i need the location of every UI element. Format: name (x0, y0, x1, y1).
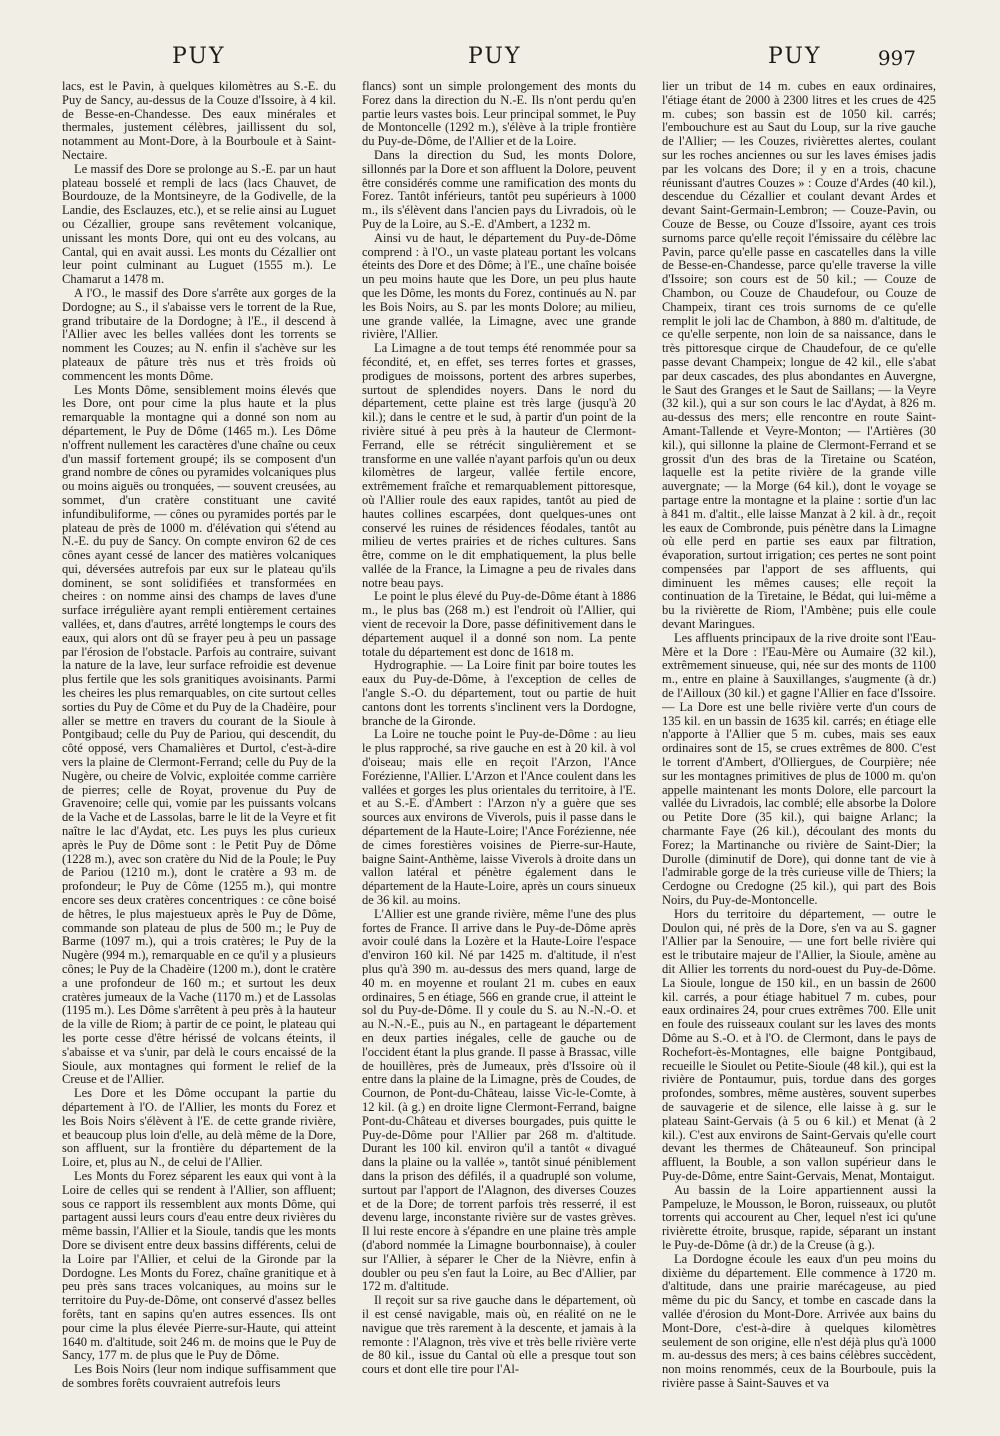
header-right-title: PUY (768, 44, 822, 69)
paragraph: Les Monts Dôme, sensiblement moins élevés que les Dore, ont pour cime la plus haute et la plus remarquable la montagne qui a donné son nom au département, le Puy de Dôme (1465 m.). Les Dôme n'offrent nullement les caractères d'une chaîne ou ceux d'un massif fortement groupé; ils se composent d'un grand nombre de cônes ou pyramides volcaniques plus ou moins aiguës ou tronquées, — souvent creusées, au sommet, d'un cratère constituant une cavité infundibuliforme, — cônes ou pyramides portés par le plateau de près de 1000 m. d'élévation qui s'étend au N.-E. du puy de Sancy. On compte environ 62 de ces cônes ayant cessé de lancer des matières volcaniques qui, déversées autrefois par eux sur le plateau qu'ils dominent, se sont solidifiées et transformées en cheires : on nomme ainsi des champs de laves d'une surface irrégulière ayant rempli entièrement certaines vallées, et, dans d'autres, arrêté longtemps le cours des eaux, qui alors ont dû se frayer peu à peu un passage par l'érosion de l'obstacle. Parfois au contraire, suivant la nature de la lave, leur surface refroidie est devenue plus fertile que les sols granitiques avoisinants. Parmi les cheires les plus remarquables, on cite surtout celles sorties du Puy de Côme et du Puy de la Chadèire, pour aller se mettre en travers du courant de la Sioule à Pontgibaud; celle du Puy de Pariou, qui descendit, du côté opposé, vers Chamalières et Durtol, c'est-à-dire vers la plaine de Clermont-Ferrand; celle du Puy de la Nugère, ou cheire de Volvic, exploitée comme carrière de pierres; celle de Royat, provenue du Puy de Gravenoire; celle qui, vomie par les puissants volcans de la Vache et de Lassolas, barre le lit de la Veyre et fit naître le lac d'Aydat, etc. Les puys les plus curieux après le Puy de Dôme sont : le Petit Puy de Dôme (1228 m.), avec son cratère du Nid de la Poule; le Puy de Pariou (1210 m.), dont le cratère a 93 m. de profondeur; le Puy de Côme (1255 m.), qui montre encore ses deux cratères concentriques : ce cône boisé de hêtres, le plus majestueux après le Puy de Dôme, commande son plateau de plus de 500 m.; le Puy de Barme (1097 m.), qui a trois cratères; le Puy de la Nugère (994 m.), remarquable en ce qu'il y a plusieurs cônes; le Puy de la Chadèire (1200 m.), dont le cratère a une profondeur de 160 m.; et surtout les deux cratères jumeaux de la Vache (1170 m.) et de Lassolas (1195 m.). Les Dôme s'arrêtent à peu près à la hauteur de la ville de Riom; à partir de ce point, le plateau qui les porte cesse d'être hérissé de volcans éteints, il s'abaisse et va s'unir, par delà le cours encaissé de la Sioule, aux montagnes qui forment le relief de la Creuse et de l'Allier. (62, 382, 336, 1087)
header-center-title: PUY (468, 44, 522, 69)
paragraph: La Loire ne touche point le Puy-de-Dôme : au lieu le plus rapproché, sa rive gauche en est à 20 kil. à vol d'oiseau; mais elle en reçoit l'Arzon, l'Ance Forézienne, l'Allier. L'Arzon et l'Ance coulent dans les vallées et gorges les plus orientales du territoire, à l'E. et au S.-E. d'Ambert : l'Arzon n'y a guère que ses sources aux environs de Viverols, puis il passe dans le département de la Haute-Loire; l'Ance Forézienne, née de cimes forestières voisines de Pierre-sur-Haute, baigne Saint-Anthème, laisse Viverols à droite dans un vallon latéral et pénètre également dans le département de la Haute-Loire, après un cours sinueux de 36 kil. au moins. (362, 727, 636, 908)
paragraph: Dans la direction du Sud, les monts Dolore, sillonnés par la Dore et son affluent la Dolore, peuvent être considérés comme une ramification des monts du Forez. Tantôt inférieurs, tantôt peu supérieurs à 1000 m., ils s'élèvent dans l'ancien pays du Livradois, où le Puy de la Loire, au S.-E. d'Ambert, a 1232 m. (362, 147, 636, 231)
paragraph: Les Bois Noirs (leur nom indique suffisamment que de sombres forêts couvraient autrefois leurs (62, 1362, 336, 1390)
running-header (0, 44, 1000, 84)
paragraph: Ainsi vu de haut, le département du Puy-de-Dôme comprend : à l'O., un vaste plateau portant les volcans éteints des Dore et des Dôme; à l'E., une chaîne boisée un peu moins haute que les Dore, un peu plus haute que les Dôme, les monts du Forez, continués au N. par les Bois Noirs, au S. par les monts Dolore; au milieu, une grande vallée, la Limagne, avec une grande rivière, l'Allier. (362, 230, 636, 342)
paragraph: La Dordogne écoule les eaux d'un peu moins du dixième du département. Elle commence à 1720 m. d'altitude, dans une prairie marécageuse, au pied même du pic du Sancy, et tombe en cascade dans la vallée d'érosion du Mont-Dore. Arrivée aux bains du Mont-Dore, c'est-à-dire à quelques kilomètres seulement de son origine, elle n'est déjà plus qu'à 1000 m. au-dessus des mers; à ces bains célèbres succèdent, non moins renommés, ceux de la Bourboule, puis la rivière passe à Saint-Sauves et va (662, 1251, 936, 1390)
paragraph: Le point le plus élevé du Puy-de-Dôme étant à 1886 m., le plus bas (268 m.) est l'endroit où l'Allier, qui vient de recevoir la Dore, passe définitivement dans le département auquel il a donné son nom. La pente totale du département est donc de 1618 m. (362, 589, 636, 659)
paragraph: Le massif des Dore se prolonge au S.-E. par un haut plateau bosselé et rempli de lacs (lacs Chauvet, de Bourdouze, de la Montsineyre, de la Godivelle, de la Landie, des Esclauzes, etc.), et se relie ainsi au Luguet ou Cézallier, groupe sans revêtement volcanique, unissant les monts Dore, qui ont eu des volcans, au Cantal, qui en avait aussi. Les monts du Cézallier ont leur point culminant au Luguet (1555 m.). Le Chamarut a 1478 m. (62, 161, 336, 287)
paragraph: L'Allier est une grande rivière, même l'une des plus fortes de France. Il arrive dans le Puy-de-Dôme après avoir coulé dans la Lozère et la Haute-Loire l'espace d'environ 160 kil. Né par 1425 m. d'altitude, il n'est plus qu'à 390 m. au-dessus des mers quand, large de 40 m. en moyenne et roulant 21 m. cubes en eaux ordinaires, 5 en étiage, 566 en grande crue, il atteint le sol du Puy-de-Dôme. Il y coule du S. au N.-N.-O. et au N.-N.-E., puis au N., en partageant le département en deux parties inégales, celle de gauche ou de l'occident étant la plus grande. Il passe à Brassac, ville de houillères, près de Jumeaux, près d'Issoire où il entre dans la plaine de la Limagne, près de Coudes, de Cournon, de Pont-du-Château, laisse Vic-le-Comte, à 12 kil. (à g.) en droite ligne Clermont-Ferrand, baigne Pont-du-Château et diverses bourgades, puis quitte le Puy-de-Dôme pour l'Allier par 268 m. d'altitude. Durant les 100 kil. environ qu'il a tantôt « divagué dans la plaine ou la vallée », tantôt sinué péniblement dans la prison des défilés, il a quadruplé son volume, surtout par l'apport de l'Alagnon, des diverses Couzes et de la Dore; de torrent parfois très resserré, il est devenu large, inconstante rivière sur de vastes grèves. Il lui reste encore à s'épandre en une plaine très ample (d'abord nommée la Limagne bourbonnaise), à couler sur l'Allier, à séparer le Cher de la Nièvre, enfin à doubler ou peu s'en faut la Loire, au Bec d'Allier, par 172 m. d'altitude. (362, 906, 636, 1294)
paragraph: lier un tribut de 14 m. cubes en eaux ordinaires, l'étiage étant de 2000 à 2300 litres et les crues de 425 m. cubes; son bassin est de 1050 kil. carrés; l'embouchure est au Saut du Loup, sur la rive gauche de l'Allier; — les Couzes, rivièrettes alertes, coulant sur les roches anciennes ou sur les laves émises jadis par les volcans des Dore; il y en a trois, chacune réunissant d'autres Couzes » : Couze d'Ardes (40 kil.), descendue du Cézallier et coulant devant Ardes et devant Saint-Germain-Lembron; — Couze-Pavin, ou Couze de Besse, ou Couze d'Issoire, ayant ces trois surnoms parce qu'elle reçoit l'émissaire du célèbre lac Pavin, parce qu'elle passe en cascatelles dans la ville de Besse-en-Chandesse, parce qu'elle traverse la ville d'Issoire; son cours est de 50 kil.; — Couze de Chambon, ou Couze de Chaudefour, ou Couze de Champeix, tirant ces trois surnoms de ce qu'elle remplit le joli lac de Chambon, à 880 m. d'altitude, de ce qu'elle serpente, non loin de sa naissance, dans le très pittoresque cirque de Chaudefour, de ce qu'elle passe devant Champeix; longue de 42 kil., elle s'abat par deux cascades, des plus abondantes en Auvergne, le Saut des Granges et le Saut de Saillans; — la Veyre (32 kil.), qui a sur son cours le lac d'Aydat, à 826 m. au-dessus des mers; elle rencontre en route Saint-Amant-Tallende et Veyre-Monton; — l'Artières (30 kil.), qui sillonne la plaine de Clermont-Ferrand et se grossit d'un des bras de la Tiretaine ou Scatéon, laquelle est la petite rivière de la grande ville auvergnate; — la Morge (64 kil.), dont le voyage se partage entre la montagne et la plaine : sortie d'un lac à 841 m. d'altit., elle laisse Manzat à 2 kil. à dr., reçoit les eaux de Combronde, puis pénètre dans la Limagne où elle perd en partie ses eaux par filtration, évaporation, surtout irrigation; ces pertes ne sont point compensées par l'apport de ses affluents, qui diminuent les mêmes causes; elle reçoit la continuation de la Tiretaine, le Bédat, qui lui-même a bu la rivièrette de Riom, l'Ambène; puis elle coule devant Maringues. (662, 80, 936, 632)
column-right (662, 80, 936, 1416)
paragraph: Les Dore et les Dôme occupant la partie du département à l'O. de l'Allier, les monts du Forez et les Bois Noirs s'élèvent à l'E. de cette grande rivière, et beaucoup plus loin d'elle, au delà même de la Dore, son affluent, sur la frontière du département de la Loire, et, plus au N., de celui de l'Allier. (62, 1086, 336, 1170)
paragraph: La Limagne a de tout temps été renommée pour sa fécondité, et, en effet, ses terres fortes et grasses, prodigues de moissons, portent des arbres superbes, surtout de splendides noyers. Dans le nord du département, cette plaine est très large (jusqu'à 20 kil.); dans le centre et le sud, à partir d'un point de la rivière situé à peu près à la hauteur de Clermont-Ferrand, elle se rétrécit singulièrement et se transforme en une vallée n'ayant parfois qu'un ou deux kilomètres de largeur, vallée fertile encore, extrêmement fraîche et remarquablement pittoresque, où l'Allier roule des eaux rapides, tantôt au pied de hautes collines escarpées, dont quelques-unes ont conservé les ruines de résidences féodales, tantôt au milieu de vertes prairies et de riches cultures. Sans être, comme on le dit emphatiquement, la plus belle vallée de la France, la Limagne a peu de rivales dans notre beau pays. (362, 341, 636, 590)
header-left-title: PUY (172, 44, 226, 69)
text-columns (62, 80, 936, 1416)
paragraph: Les affluents principaux de la rive droite sont l'Eau-Mère et la Dore : l'Eau-Mère ou Aumaire (32 kil.), extrêmement sinueuse, qui, née sur des monts de 1100 m., entre en plaine à Sauxillanges, s'augmente (à dr.) de l'Ailloux (30 kil.) et gagne l'Allier en face d'Issoire. — La Dore est une belle rivière verte d'un cours de 135 kil. en un bassin de 1635 kil. carrés; en étiage elle n'apporte à l'Allier que 5 m. cubes, mais ses eaux ordinaires sont de 15, se crues extrêmes de 800. C'est le torrent d'Ambert, d'Olliergues, de Courpière; née sur les montagnes primitives de plus de 1000 m. qu'on appelle maintenant les monts Dolore, elle parcourt la vallée du Livradois, lac comblé; elle absorbe la Dolore ou Petite Dore (35 kil.), qui baigne Arlanc; la charmante Faye (26 kil.), découlant des monts du Forez; la Martinanche ou rivière de Saint-Dier; la Durolle (diminutif de Dore), qui donne tant de vie à l'admirable gorge de la très curieuse ville de Thiers; la Cerdogne ou Credogne (25 kil.), qui part des Bois Noirs, du Puy-de-Montoncelle. (662, 630, 936, 908)
page-number: 997 (877, 46, 916, 70)
paragraph: flancs) sont un simple prolongement des monts du Forez dans la direction du N.-E. Ils n'ont perdu qu'en partie leurs vastes bois. Leur principal sommet, le Puy de Montoncelle (1292 m.), s'élève à la triple frontière du Puy-de-Dôme, de l'Allier et de la Loire. (362, 80, 636, 149)
column-middle (362, 80, 636, 1416)
paragraph: A l'O., le massif des Dore s'arrête aux gorges de la Dordogne; au S., il s'abaisse vers le torrent de la Rue, grand tributaire de la Dordogne; à l'E., il descend à l'Allier avec les belles vallées dont les torrents se nomment les Couzes; au N. enfin il s'achève sur les plateaux de pâture très nus et très froids où commencent les monts Dôme. (62, 285, 336, 383)
paragraph: Hors du territoire du département, — outre le Doulon qui, né près de la Dore, s'en va au S. gagner l'Allier par la Senouire, — une fort belle rivière qui est le tributaire majeur de l'Allier, la Sioule, amène au dit Allier les torrents du nord-ouest du Puy-de-Dôme. La Sioule, longue de 150 kil., en un bassin de 2600 kil. carrés, a pour étiage habituel 7 m. cubes, pour eaux ordinaires 24, pour crues extrêmes 700. Elle unit en foule des ruisseaux coulant sur les laves des monts Dôme au S.-O. et à l'O. de Clermont, dans le pays de Rochefort-ès-Montagnes, elle baigne Pontgibaud, recueille le Sioulet ou Petite-Sioule (48 kil.), qui est la rivière de Pontaumur, puis, tordue dans des gorges profondes, sombres, même austères, souvent superbes de sauvagerie et de silence, elle laisse à g. sur le plateau Saint-Gervais (à 5 ou 6 kil.) et Menat (à 2 kil.). C'est aux environs de Saint-Gervais qu'elle court devant les thermes de Châteauneuf. Son principal affluent, la Bouble, a son vallon supérieur dans le Puy-de-Dôme, entre Saint-Gervais, Menat, Montaigut. (662, 906, 936, 1183)
paragraph: Hydrographie. — La Loire finit par boire toutes les eaux du Puy-de-Dôme, à l'exception de celles de l'angle S.-O. du département, tout ou partie de huit cantons dont les torrents s'inclinent vers la Dordogne, branche de la Gironde. (362, 658, 636, 728)
paragraph: Les Monts du Forez séparent les eaux qui vont à la Loire de celles qui se rendent à l'Allier, son affluent; sous ce rapport ils ressemblent aux monts Dôme, qui partagent aussi leurs cours d'eau entre deux rivières du même bassin, l'Allier et la Sioule, tandis que les monts Dore se divisent entre deux bassins différents, celui de la Loire par l'Allier, et celui de la Gironde par la Dordogne. Les Monts du Forez, chaîne granitique et à peu près sans traces volcaniques, au moins sur le territoire du Puy-de-Dôme, ont conservé d'assez belles forêts, tant en sapins qu'en autres essences. Ils ont pour cime la plus élevée Pierre-sur-Haute, qui atteint 1640 m. d'altitude, soit 246 m. de moins que le Puy de Sancy, 177 m. de plus que le Puy de Dôme. (62, 1168, 336, 1363)
paragraph: Il reçoit sur sa rive gauche dans le département, où il est censé navigable, mais où, en réalité on ne le navigue que très rarement à la descente, et jamais à la remonte : l'Alagnon, très vive et très belle rivière verte de 80 kil., issue du Cantal où elle a presque tout son cours et dont elle tire pour l'Al- (362, 1293, 636, 1377)
paragraph: lacs, est le Pavin, à quelques kilomètres au S.-E. du Puy de Sancy, au-dessus de la Couze d'Issoire, à 4 kil. de Besse-en-Chandesse. Des eaux minérales et thermales, justement célèbres, jaillissent du sol, notamment au Mont-Dore, à la Bourboule et à Saint-Nectaire. (62, 80, 336, 162)
paragraph: Au bassin de la Loire appartiennent aussi la Pampeluze, le Mousson, le Boron, ruisseaux, ou plutôt torrents qui accourent au Cher, lequel n'est ici qu'une rivièrette étroite, brusque, rapide, séparant un instant le Puy-de-Dôme (à dr.) de la Creuse (à g.). (662, 1182, 936, 1252)
column-left (62, 80, 336, 1416)
